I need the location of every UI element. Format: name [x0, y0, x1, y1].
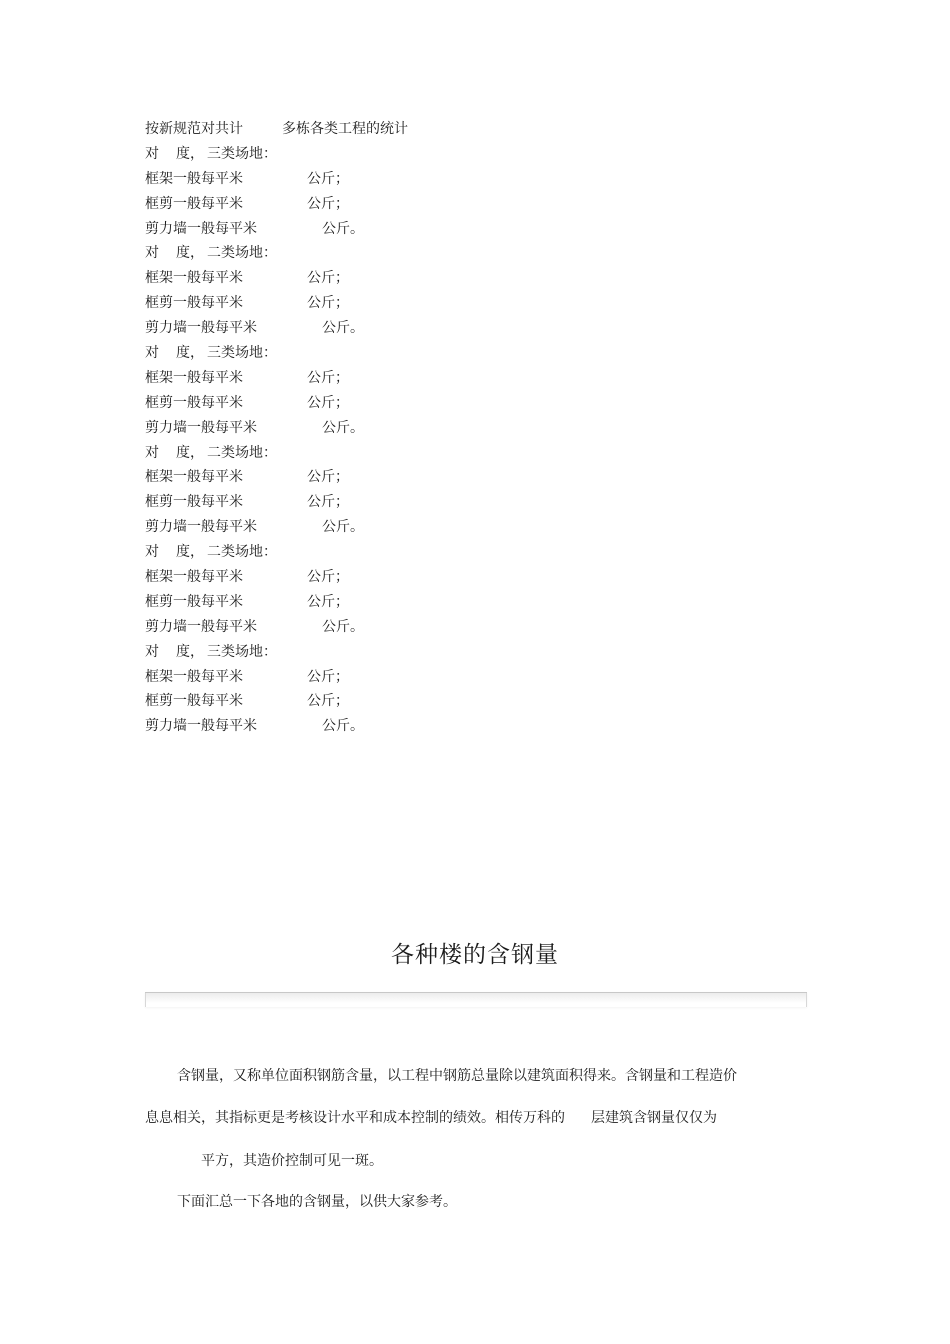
- seismic-condition-part: 度，: [176, 245, 204, 262]
- unit-label: 公斤；: [307, 593, 349, 610]
- seismic-condition-part: 对: [145, 444, 159, 461]
- heading-right: 多栋各类工程的统计: [282, 121, 408, 137]
- seismic-condition-part: 度，: [176, 145, 204, 162]
- structure-type-label: 剪力墙一般每平米: [145, 519, 257, 536]
- title-divider: [145, 992, 807, 1007]
- seismic-condition-part: 三类场地：: [207, 643, 277, 660]
- seismic-condition-part: 度，: [176, 643, 204, 660]
- unit-label: 公斤。: [322, 618, 364, 635]
- structure-type-label: 框架一般每平米: [145, 569, 243, 586]
- structure-type-label: 框架一般每平米: [145, 369, 243, 386]
- structure-type-label: 框剪一般每平米: [145, 195, 243, 212]
- seismic-condition-part: 三类场地：: [207, 345, 277, 362]
- seismic-condition-part: 对: [145, 345, 159, 362]
- heading-left: 按新规范对共计: [145, 121, 243, 137]
- seismic-condition-part: 对: [145, 643, 159, 660]
- unit-label: 公斤；: [307, 693, 349, 710]
- seismic-condition-part: 三类场地：: [207, 145, 277, 162]
- unit-label: 公斤；: [307, 170, 349, 187]
- unit-label: 公斤；: [307, 369, 349, 386]
- structure-type-label: 框剪一般每平米: [145, 394, 243, 411]
- structure-type-label: 剪力墙一般每平米: [145, 618, 257, 635]
- unit-label: 公斤。: [322, 419, 364, 436]
- structure-type-label: 框架一般每平米: [145, 170, 243, 187]
- seismic-condition-part: 度，: [176, 544, 204, 561]
- seismic-condition-part: 度，: [176, 345, 204, 362]
- unit-label: 公斤；: [307, 668, 349, 685]
- unit-label: 公斤。: [322, 519, 364, 536]
- structure-type-label: 框剪一般每平米: [145, 295, 243, 312]
- structure-type-label: 框剪一般每平米: [145, 494, 243, 511]
- unit-label: 公斤；: [307, 270, 349, 287]
- seismic-condition-part: 二类场地：: [207, 444, 277, 461]
- unit-label: 公斤；: [307, 195, 349, 212]
- structure-type-label: 剪力墙一般每平米: [145, 320, 257, 337]
- unit-label: 公斤；: [307, 469, 349, 486]
- structure-type-label: 框剪一般每平米: [145, 593, 243, 610]
- seismic-condition-part: 对: [145, 145, 159, 162]
- structure-type-label: 剪力墙一般每平米: [145, 220, 257, 237]
- paragraph-1-line-3: 平方，其造价控制可见一斑。: [201, 1153, 383, 1169]
- paragraph-1-line-2a: 息息相关，其指标更是考核设计水平和成本控制的绩效。相传万科的: [145, 1110, 565, 1126]
- structure-type-label: 框架一般每平米: [145, 469, 243, 486]
- seismic-condition-part: 度，: [176, 444, 204, 461]
- seismic-condition-part: 二类场地：: [207, 245, 277, 262]
- unit-label: 公斤；: [307, 569, 349, 586]
- paragraph-1-line-2: [145, 1108, 717, 1128]
- unit-label: 公斤；: [307, 494, 349, 511]
- structure-type-label: 剪力墙一般每平米: [145, 419, 257, 436]
- seismic-condition-part: 对: [145, 245, 159, 262]
- structure-type-label: 框架一般每平米: [145, 668, 243, 685]
- seismic-condition-part: 二类场地：: [207, 544, 277, 561]
- paragraph-2: 下面汇总一下各地的含钢量，以供大家参考。: [177, 1194, 457, 1210]
- structure-type-label: 剪力墙一般每平米: [145, 718, 257, 735]
- seismic-condition-part: 对: [145, 544, 159, 561]
- unit-label: 公斤；: [307, 394, 349, 411]
- unit-label: 公斤。: [322, 718, 364, 735]
- structure-type-label: 框架一般每平米: [145, 270, 243, 287]
- article-title: 各种楼的含钢量: [391, 942, 559, 968]
- paragraph-1-line-2b: 层建筑含钢量仅仅为: [591, 1110, 717, 1126]
- unit-label: 公斤。: [322, 320, 364, 337]
- unit-label: 公斤。: [322, 220, 364, 237]
- unit-label: 公斤；: [307, 295, 349, 312]
- paragraph-1-line-1: 含钢量，又称单位面积钢筋含量，以工程中钢筋总量除以建筑面积得来。含钢量和工程造价: [177, 1068, 737, 1084]
- structure-type-label: 框剪一般每平米: [145, 693, 243, 710]
